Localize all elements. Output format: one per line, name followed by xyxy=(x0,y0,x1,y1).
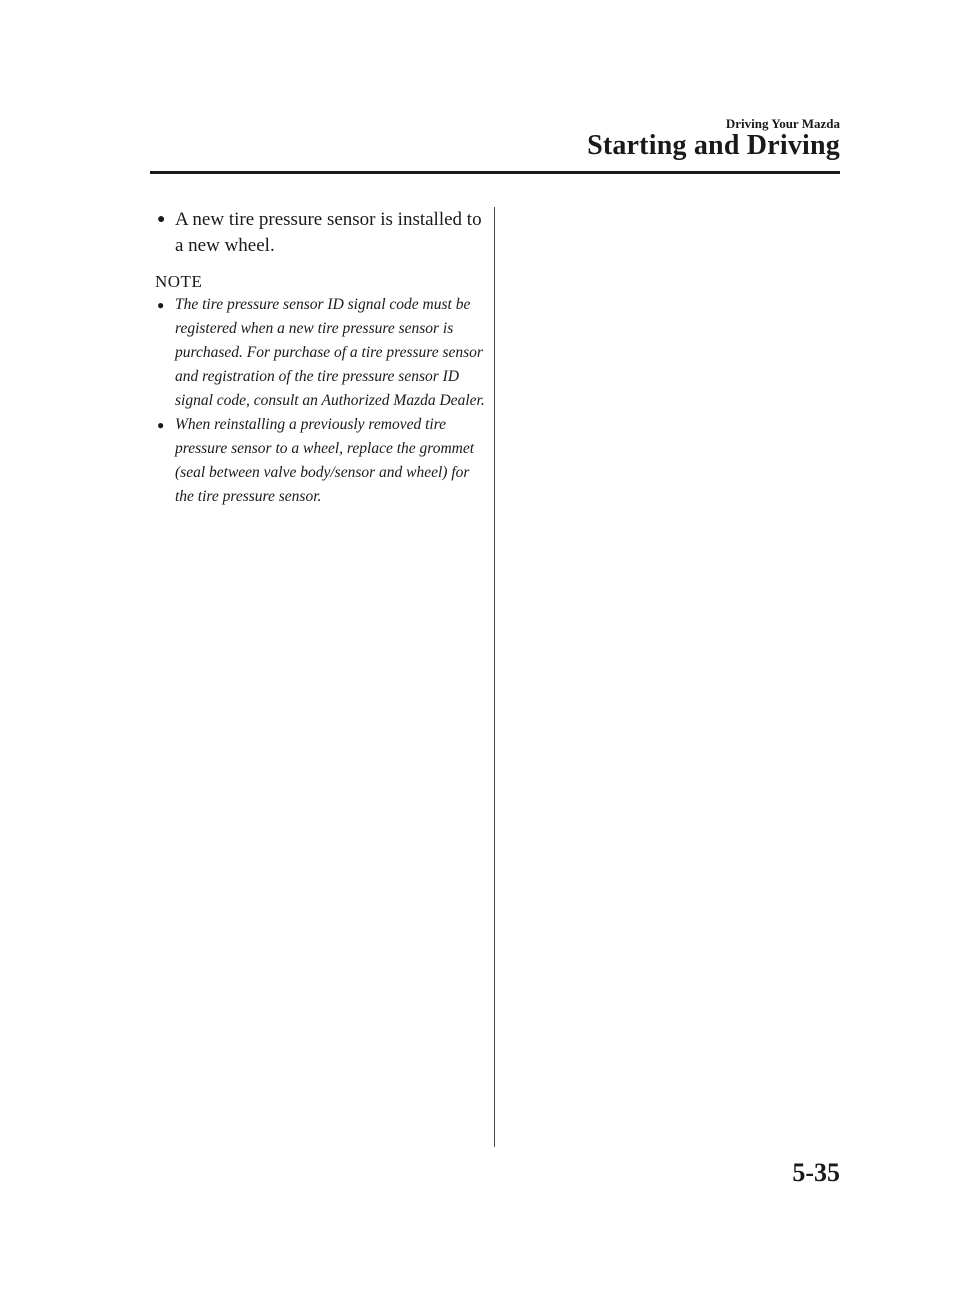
bullet-icon: ● xyxy=(157,212,166,227)
column-divider xyxy=(494,207,495,1147)
page-title: Starting and Driving xyxy=(587,130,840,161)
note-item-text: The tire pressure sensor ID signal code must be registered when a new tire pressure sensor is purchased. For purchase of a tire pressure sensor and registration of the tire pressure sensor ID signal code, consult an Authorized Mazda Dealer. xyxy=(175,296,485,409)
note-item-text: When reinstalling a previously removed tire pressure sensor to a wheel, replace the grommet (seal between valve body/sensor and wheel) for the tire pressure sensor. xyxy=(175,416,475,505)
page-number: 5-35 xyxy=(792,1158,840,1187)
bullet-icon: ● xyxy=(157,298,165,312)
note-item xyxy=(155,413,485,509)
note-item xyxy=(155,293,485,413)
list-item-text: A new tire pressure sensor is installed to a new wheel. xyxy=(175,209,482,256)
list-item xyxy=(155,207,485,259)
bullet-icon: ● xyxy=(157,418,165,432)
note-heading: NOTE xyxy=(155,272,203,291)
section-header: Driving Your Mazda xyxy=(725,116,840,131)
left-column xyxy=(155,207,485,509)
header-rule xyxy=(150,171,840,174)
